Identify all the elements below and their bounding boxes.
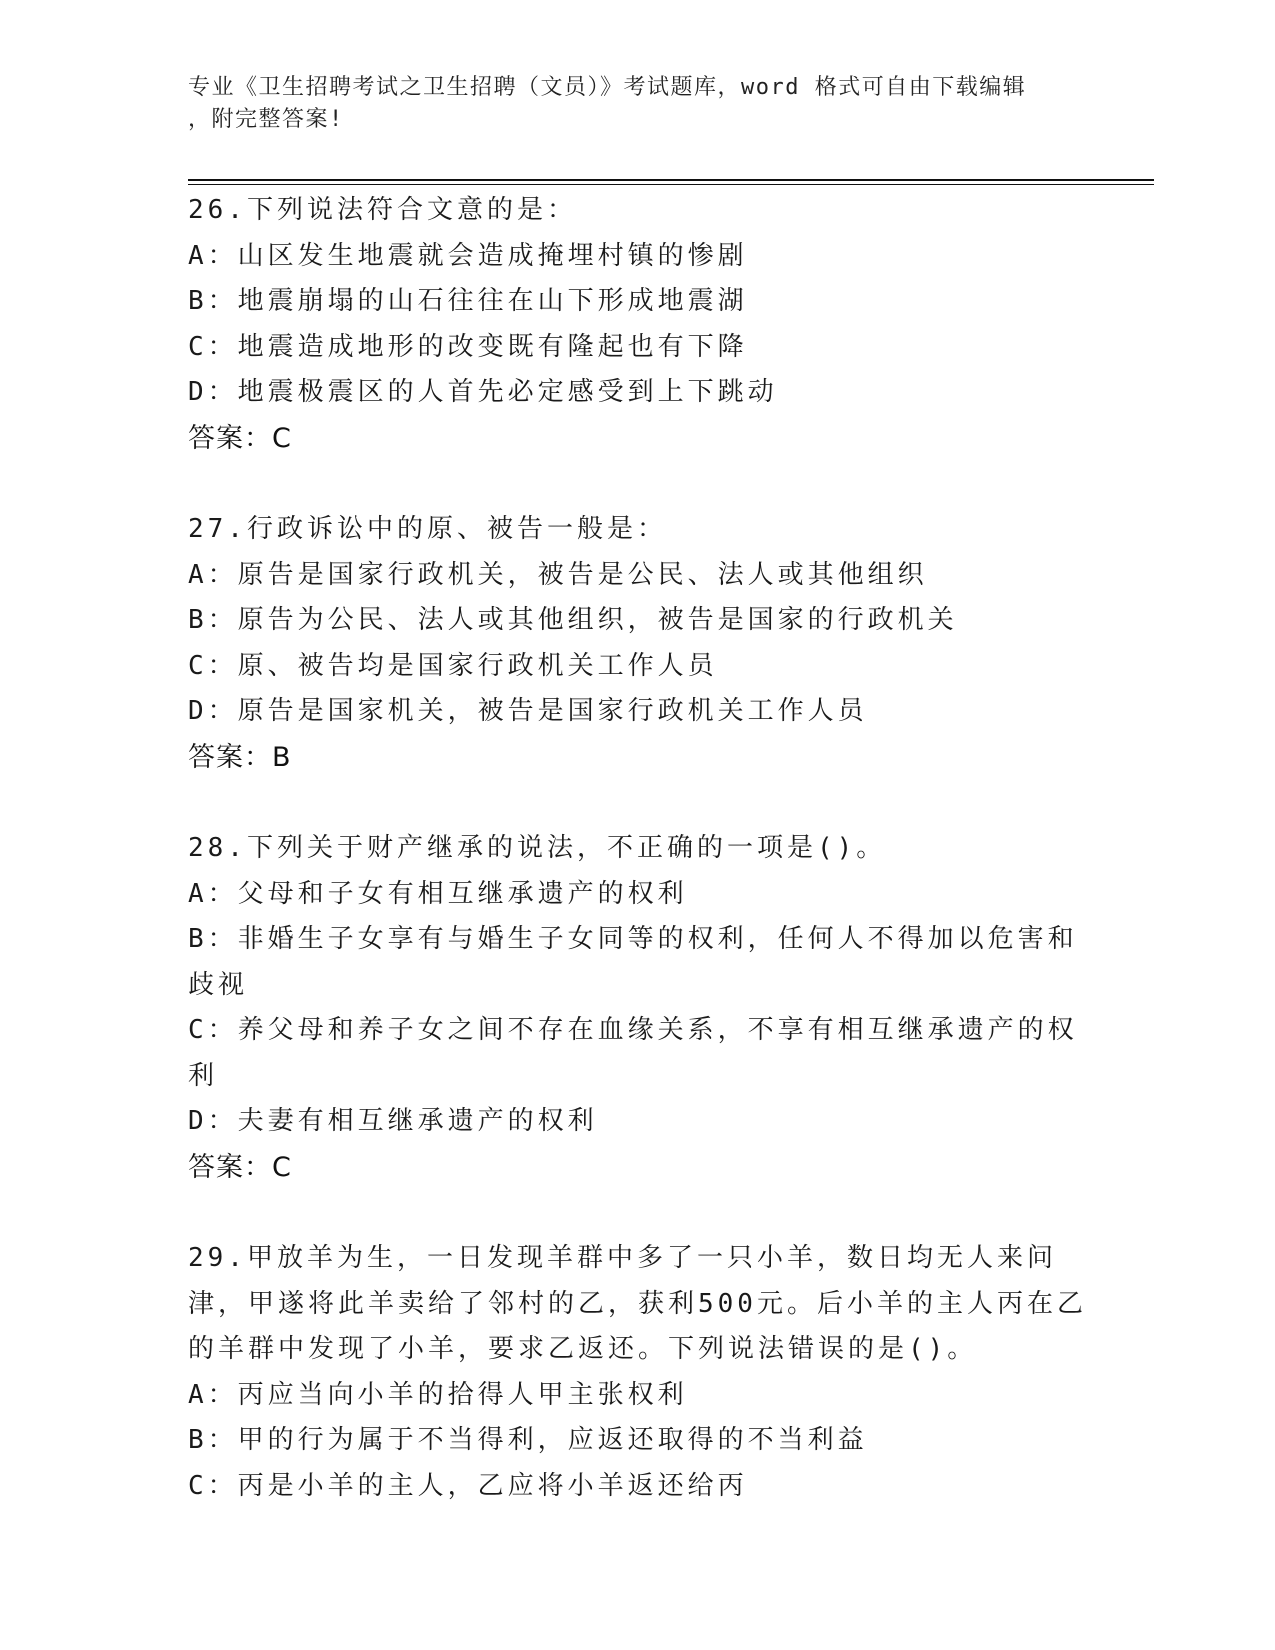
question-stem: 29.甲放羊为生，一日发现羊群中多了一只小羊，数日均无人来问津，甲遂将此羊卖给了邻村的乙，获利500元。后小羊的主人丙在乙的羊群中发现了小羊，要求乙返还。下列说法错误的是()。 (188, 1243, 1087, 1364)
option-d: D：原告是国家机关，被告是国家行政机关工作人员 (188, 696, 868, 726)
question-spacer (188, 1190, 1088, 1236)
option-b: B：原告为公民、法人或其他组织，被告是国家的行政机关 (188, 605, 958, 635)
option-c: C：原、被告均是国家行政机关工作人员 (188, 650, 718, 681)
option-a: A：山区发生地震就会造成掩埋村镇的惨剧 (188, 240, 748, 271)
question-26 (188, 188, 1088, 461)
option-c: C：丙是小羊的主人，乙应将小羊返还给丙 (188, 1470, 748, 1501)
answer-line: 答案：C (188, 1151, 292, 1183)
question-spacer (188, 780, 1088, 826)
option-b: B：地震崩塌的山石往往在山下形成地震湖 (188, 286, 748, 316)
document-header (188, 72, 1088, 136)
header-divider-thick (188, 179, 1154, 181)
header-divider-thin (188, 184, 1154, 185)
question-28 (188, 826, 1088, 1190)
option-b: B：非婚生子女享有与婚生子女同等的权利，任何人不得加以危害和歧视 (188, 924, 1078, 1000)
answer-line: 答案：C (188, 422, 292, 454)
option-c: C：养父母和养子女之间不存在血缘关系，不享有相互继承遗产的权利 (188, 1015, 1078, 1091)
option-a: A：丙应当向小羊的拾得人甲主张权利 (188, 1379, 688, 1410)
question-spacer (188, 461, 1088, 507)
option-b: B：甲的行为属于不当得利，应返还取得的不当利益 (188, 1425, 868, 1455)
option-a: A：原告是国家行政机关，被告是公民、法人或其他组织 (188, 559, 928, 590)
option-d: D：夫妻有相互继承遗产的权利 (188, 1106, 598, 1136)
question-29 (188, 1236, 1088, 1509)
question-stem: 27.行政诉讼中的原、被告一般是： (188, 514, 667, 544)
question-27 (188, 507, 1088, 780)
header-line-1: 专业《卫生招聘考试之卫生招聘（文员）》考试题库，word 格式可自由下载编辑 (188, 75, 1027, 100)
question-list (188, 188, 1088, 1509)
option-d: D：地震极震区的人首先必定感受到上下跳动 (188, 377, 778, 407)
header-line-2: ，附完整答案! (188, 107, 344, 132)
question-stem: 26.下列说法符合文意的是： (188, 195, 577, 225)
question-stem: 28.下列关于财产继承的说法，不正确的一项是()。 (188, 833, 887, 863)
answer-line: 答案：B (188, 741, 292, 773)
option-a: A：父母和子女有相互继承遗产的权利 (188, 878, 688, 909)
option-c: C：地震造成地形的改变既有隆起也有下降 (188, 331, 748, 362)
